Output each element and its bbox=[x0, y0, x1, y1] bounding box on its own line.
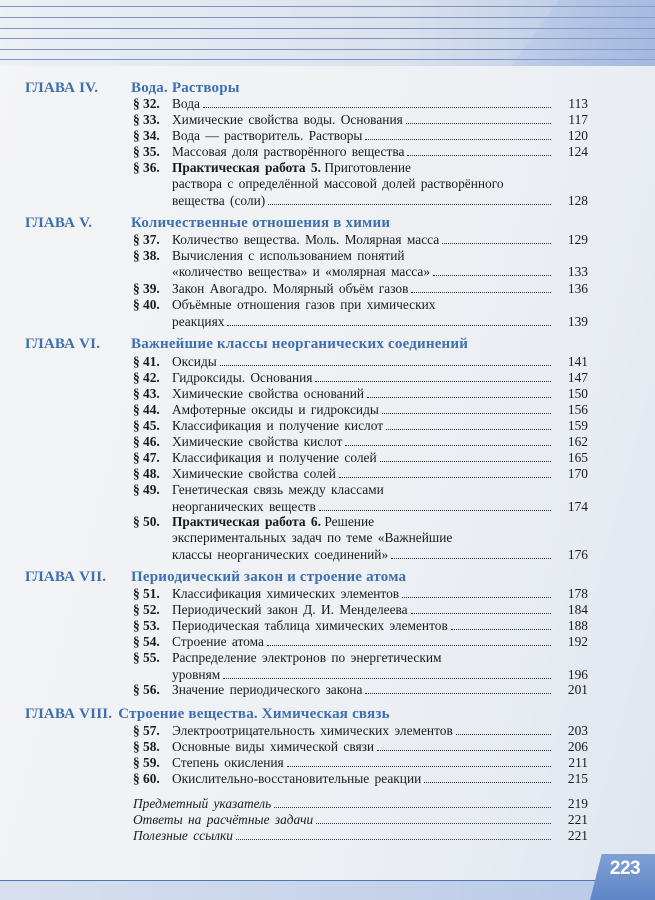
toc-entry[interactable] bbox=[133, 602, 588, 618]
entry-title: Строение атома bbox=[172, 634, 264, 649]
paragraph-number: § 55. bbox=[133, 650, 160, 665]
page-ref: 147 bbox=[567, 370, 588, 385]
appendix-title: Полезные ссылки bbox=[133, 828, 233, 843]
entry-title-cont: реакциях bbox=[172, 314, 225, 329]
chapter-label: ГЛАВА VII. bbox=[25, 569, 107, 585]
dot-leader bbox=[365, 693, 551, 694]
toc-entry[interactable] bbox=[133, 682, 588, 698]
page-ref: 221 bbox=[567, 828, 588, 843]
entry-title: Периодический закон Д. И. Менделеева bbox=[172, 602, 408, 617]
dot-leader bbox=[365, 139, 551, 140]
toc-entry[interactable] bbox=[133, 386, 588, 402]
page-ref: 117 bbox=[568, 112, 588, 127]
page-ref: 128 bbox=[567, 193, 588, 208]
dot-leader bbox=[268, 204, 551, 205]
paragraph-number: § 57. bbox=[133, 723, 160, 738]
toc-entry[interactable] bbox=[133, 739, 588, 755]
dot-leader bbox=[380, 461, 551, 462]
entry-title: Массовая доля растворённого вещества bbox=[172, 144, 405, 159]
page-ref: 129 bbox=[567, 232, 588, 247]
toc-entry[interactable] bbox=[133, 297, 588, 330]
page-ref: 219 bbox=[567, 796, 588, 811]
toc-entry[interactable] bbox=[133, 482, 588, 515]
paragraph-number: § 36. bbox=[133, 160, 160, 175]
toc-entry[interactable] bbox=[133, 650, 588, 683]
toc-entry[interactable] bbox=[133, 281, 588, 297]
entry-title: Степень окисления bbox=[172, 755, 284, 770]
paragraph-number: § 60. bbox=[133, 771, 160, 786]
chapter-label: ГЛАВА VI. bbox=[25, 336, 101, 352]
page-ref: 192 bbox=[567, 634, 588, 649]
page-ref: 170 bbox=[567, 466, 588, 481]
toc-entry[interactable] bbox=[133, 370, 588, 386]
chapter-title: Вода. Растворы bbox=[131, 80, 240, 96]
toc-entry[interactable] bbox=[133, 586, 588, 602]
entry-title: Генетическая связь между классами bbox=[172, 482, 384, 497]
dot-leader bbox=[227, 325, 551, 326]
entry-title-cont: «количество вещества» и «молярная масса» bbox=[172, 264, 431, 279]
page-ref: 196 bbox=[567, 667, 588, 682]
page-ref: 136 bbox=[567, 281, 588, 296]
dot-leader bbox=[316, 823, 551, 824]
page-ref: 113 bbox=[568, 96, 588, 111]
paragraph-number: § 53. bbox=[133, 618, 160, 633]
paragraph-number: § 34. bbox=[133, 128, 160, 143]
toc-entry[interactable] bbox=[133, 466, 588, 482]
paragraph-number: § 40. bbox=[133, 297, 160, 312]
paragraph-number: § 37. bbox=[133, 232, 160, 247]
dot-leader bbox=[203, 107, 551, 108]
toc-entry[interactable] bbox=[133, 618, 588, 634]
chapter-heading bbox=[25, 80, 240, 97]
footer-band-decoration bbox=[0, 881, 655, 900]
toc-entry[interactable] bbox=[133, 248, 588, 280]
entry-title: Классификация химических элементов bbox=[172, 586, 400, 601]
paragraph-number: § 50. bbox=[133, 514, 160, 529]
entry-title: Окислительно-восстановительные реакции bbox=[172, 771, 422, 786]
chapter-title: Строение вещества. Химическая связь bbox=[118, 706, 390, 722]
paragraph-number: § 46. bbox=[133, 434, 160, 449]
paragraph-number: § 35. bbox=[133, 144, 160, 159]
chapter-heading bbox=[25, 215, 390, 232]
page-ref: 174 bbox=[567, 499, 588, 514]
dot-leader bbox=[220, 365, 551, 366]
entry-title-cont: экспериментальных задач по теме «Важнейшие bbox=[172, 530, 453, 545]
entry-title: Химические свойства оснований bbox=[172, 386, 365, 401]
chapter-heading bbox=[25, 706, 390, 723]
toc-entry[interactable] bbox=[133, 755, 588, 771]
toc-entry[interactable] bbox=[133, 723, 588, 739]
dot-leader bbox=[274, 807, 551, 808]
page-ref: 176 bbox=[567, 547, 588, 562]
entry-title: Амфотерные оксиды и гидроксиды bbox=[172, 402, 379, 417]
paragraph-number: § 44. bbox=[133, 402, 160, 417]
dot-leader bbox=[411, 613, 551, 614]
toc-entry[interactable] bbox=[133, 96, 588, 112]
appendix-entry[interactable] bbox=[133, 812, 588, 828]
dot-leader bbox=[287, 766, 551, 767]
appendix-title: Предметный указатель bbox=[133, 796, 272, 811]
chapter-label: ГЛАВА VIII. bbox=[25, 706, 113, 722]
toc-entry[interactable] bbox=[133, 418, 588, 434]
header-shard-decoration bbox=[495, 0, 655, 66]
chapter-label: ГЛАВА V. bbox=[25, 215, 93, 231]
chapter-heading bbox=[25, 336, 468, 353]
entry-title-bold-prefix: Практическая работа 6. bbox=[172, 514, 321, 529]
toc-entry[interactable] bbox=[133, 402, 588, 418]
dot-leader bbox=[319, 510, 551, 511]
entry-title: Значение периодического закона bbox=[172, 682, 363, 697]
page-ref: 206 bbox=[567, 739, 588, 754]
page-ref: 133 bbox=[567, 264, 588, 279]
dot-leader bbox=[267, 645, 551, 646]
entry-title: Вода bbox=[172, 96, 200, 111]
entry-title-cont: раствора с определённой массовой долей растворённого bbox=[172, 176, 504, 191]
toc-entry[interactable] bbox=[133, 160, 588, 209]
dot-leader bbox=[451, 629, 551, 630]
paragraph-number: § 45. bbox=[133, 418, 160, 433]
entry-title: Основные виды химической связи bbox=[172, 739, 375, 754]
dot-leader bbox=[377, 750, 551, 751]
entry-title-cont: вещества (соли) bbox=[172, 193, 266, 208]
paragraph-number: § 32. bbox=[133, 96, 160, 111]
page-ref: 165 bbox=[567, 450, 588, 465]
chapter-title: Количественные отношения в химии bbox=[131, 215, 391, 231]
appendix-entry[interactable] bbox=[133, 796, 588, 812]
toc-entry[interactable] bbox=[133, 450, 588, 466]
entry-title: Распределение электронов по энергетическим bbox=[172, 650, 442, 665]
dot-leader bbox=[382, 413, 551, 414]
dot-leader bbox=[386, 429, 551, 430]
toc-entry[interactable] bbox=[133, 232, 588, 248]
appendix-entry[interactable] bbox=[133, 828, 588, 844]
chapter-title: Периодический закон и строение атома bbox=[131, 569, 407, 585]
paragraph-number: § 59. bbox=[133, 755, 160, 770]
entry-title: Гидроксиды. Основания bbox=[172, 370, 313, 385]
toc-entry[interactable] bbox=[133, 634, 588, 650]
page-ref: 156 bbox=[567, 402, 588, 417]
entry-title: Приготовление bbox=[324, 160, 411, 175]
entry-title: Химические свойства кислот bbox=[172, 434, 343, 449]
entry-title: Химические свойства солей bbox=[172, 466, 336, 481]
dot-leader bbox=[424, 782, 551, 783]
entry-title: Оксиды bbox=[172, 354, 217, 369]
page-number: 223 bbox=[609, 858, 641, 879]
dot-leader bbox=[345, 445, 551, 446]
entry-title: Классификация и получение солей bbox=[172, 450, 377, 465]
page-header-decoration bbox=[0, 0, 655, 66]
entry-title: Периодическая таблица химических элементов bbox=[172, 618, 448, 633]
dot-leader bbox=[236, 839, 551, 840]
paragraph-number: § 38. bbox=[133, 248, 160, 263]
entry-title: Количество вещества. Моль. Молярная масса bbox=[172, 232, 440, 247]
dot-leader bbox=[391, 558, 551, 559]
page-ref: 139 bbox=[567, 314, 588, 329]
paragraph-number: § 56. bbox=[133, 682, 160, 697]
page-ref: 124 bbox=[567, 144, 588, 159]
dot-leader bbox=[407, 155, 551, 156]
paragraph-number: § 52. bbox=[133, 602, 160, 617]
entry-title: Классификация и получение кислот bbox=[172, 418, 384, 433]
chapter-title: Важнейшие классы неорганических соединений bbox=[131, 336, 469, 352]
page-ref: 159 bbox=[567, 418, 588, 433]
entry-title: Электроотрицательность химических элементов bbox=[172, 723, 453, 738]
entry-title-cont: неорганических веществ bbox=[172, 499, 316, 514]
entry-title: Вода — растворитель. Растворы bbox=[172, 128, 363, 143]
toc-entry[interactable] bbox=[133, 434, 588, 450]
paragraph-number: § 39. bbox=[133, 281, 160, 296]
dot-leader bbox=[442, 243, 551, 244]
dot-leader bbox=[456, 734, 551, 735]
paragraph-number: § 42. bbox=[133, 370, 160, 385]
paragraph-number: § 51. bbox=[133, 586, 160, 601]
entry-title-cont: классы неорганических соединений» bbox=[172, 547, 389, 562]
page-ref: 141 bbox=[567, 354, 588, 369]
page-ref: 201 bbox=[567, 682, 588, 697]
dot-leader bbox=[367, 397, 551, 398]
chapter-label: ГЛАВА IV. bbox=[25, 80, 99, 96]
paragraph-number: § 58. bbox=[133, 739, 160, 754]
entry-title-cont: уровням bbox=[172, 667, 221, 682]
page-ref: 150 bbox=[567, 386, 588, 401]
paragraph-number: § 41. bbox=[133, 354, 160, 369]
toc-entry[interactable] bbox=[133, 354, 588, 370]
paragraph-number: § 47. bbox=[133, 450, 160, 465]
page-ref: 120 bbox=[567, 128, 588, 143]
toc-entry[interactable] bbox=[133, 112, 588, 128]
toc-entry[interactable] bbox=[133, 144, 588, 160]
dot-leader bbox=[339, 477, 551, 478]
dot-leader bbox=[411, 292, 551, 293]
toc-entry[interactable] bbox=[133, 771, 588, 787]
entry-title-bold-prefix: Практическая работа 5. bbox=[172, 160, 321, 175]
toc-entry[interactable] bbox=[133, 514, 588, 563]
chapter-heading bbox=[25, 569, 406, 586]
paragraph-number: § 54. bbox=[133, 634, 160, 649]
entry-title: Закон Авогадро. Молярный объём газов bbox=[172, 281, 409, 296]
paragraph-number: § 48. bbox=[133, 466, 160, 481]
entry-title: Химические свойства воды. Основания bbox=[172, 112, 403, 127]
appendix-title: Ответы на расчётные задачи bbox=[133, 812, 314, 827]
dot-leader bbox=[402, 597, 551, 598]
dot-leader bbox=[433, 275, 551, 276]
footer-rule bbox=[0, 880, 600, 881]
page-ref: 178 bbox=[567, 586, 588, 601]
page-ref: 211 bbox=[568, 755, 588, 770]
entry-title: Вычисления с использованием понятий bbox=[172, 248, 405, 263]
toc-entry[interactable] bbox=[133, 128, 588, 144]
page-ref: 221 bbox=[567, 812, 588, 827]
page-ref: 162 bbox=[567, 434, 588, 449]
dot-leader bbox=[406, 123, 551, 124]
paragraph-number: § 33. bbox=[133, 112, 160, 127]
page-ref: 203 bbox=[567, 723, 588, 738]
page-ref: 184 bbox=[567, 602, 588, 617]
dot-leader bbox=[315, 381, 551, 382]
dot-leader bbox=[223, 678, 551, 679]
paragraph-number: § 43. bbox=[133, 386, 160, 401]
page-ref: 215 bbox=[567, 771, 588, 786]
entry-title: Решение bbox=[324, 514, 375, 529]
page-ref: 188 bbox=[567, 618, 588, 633]
paragraph-number: § 49. bbox=[133, 482, 160, 497]
entry-title: Объёмные отношения газов при химических bbox=[172, 297, 436, 312]
